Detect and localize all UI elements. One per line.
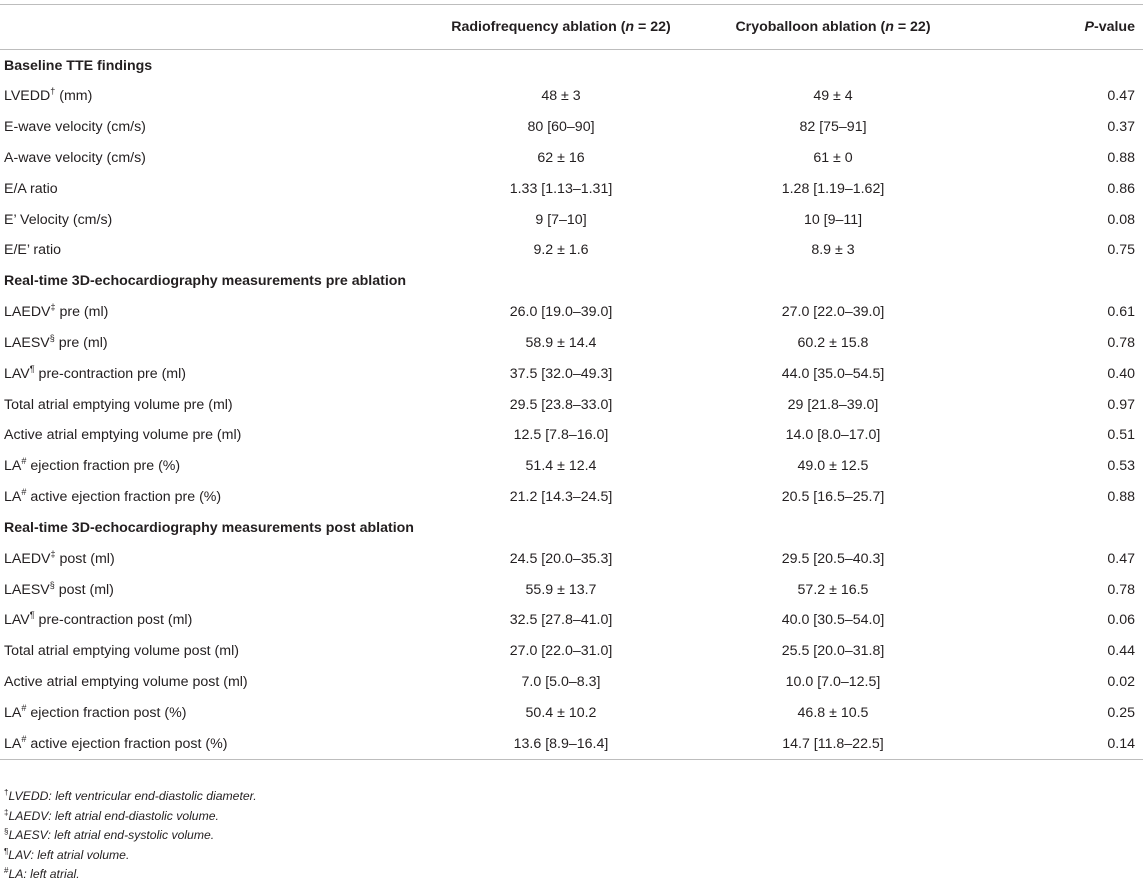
table-row xyxy=(0,697,1143,728)
row-label xyxy=(0,451,425,482)
row-label xyxy=(0,574,425,605)
p-value: 0.88 xyxy=(1107,488,1135,505)
table-row xyxy=(0,482,1143,513)
footnote-symbol: ‡ xyxy=(4,807,9,817)
table-row xyxy=(0,389,1143,420)
table-row xyxy=(0,636,1143,667)
p-value: 0.06 xyxy=(1107,612,1135,629)
cryoballoon-value: 29.5 [20.5–40.3] xyxy=(781,550,885,567)
footnote-marker: # xyxy=(21,486,27,497)
p-value: 0.47 xyxy=(1107,88,1135,105)
row-label xyxy=(0,173,425,204)
radiofrequency-value: 24.5 [20.0–35.3] xyxy=(509,550,613,567)
cryoballoon-value: 8.9 ± 3 xyxy=(811,242,855,259)
row-label xyxy=(0,482,425,513)
radiofrequency-value: 7.0 [5.0–8.3] xyxy=(521,673,601,690)
footnote-text: LAV: left atrial volume. xyxy=(8,847,130,862)
row-label-suffix: active ejection fraction pre (%) xyxy=(26,488,222,505)
row-label xyxy=(0,543,425,574)
row-label-text: A-wave velocity (cm/s) xyxy=(4,149,146,166)
footnote-text: LAEDV: left atrial end-diastolic volume. xyxy=(8,808,219,823)
footnote-marker: # xyxy=(21,733,27,744)
row-label-text: Total atrial emptying volume pre (ml) xyxy=(4,396,233,413)
section-header-row xyxy=(0,266,1143,297)
cryoballoon-value: 61 ± 0 xyxy=(813,149,853,166)
results-table xyxy=(0,4,1143,760)
p-value: 0.02 xyxy=(1107,673,1135,690)
row-label xyxy=(0,605,425,636)
section-title: Real-time 3D-echocardiography measurements post ablation xyxy=(4,519,414,536)
cryoballoon-value: 40.0 [30.5–54.0] xyxy=(781,612,885,629)
row-label xyxy=(0,728,425,759)
cryoballoon-value: 27.0 [22.0–39.0] xyxy=(781,304,885,321)
table-row xyxy=(0,112,1143,143)
table-row xyxy=(0,173,1143,204)
footnote-marker: † xyxy=(50,86,56,97)
footnotes xyxy=(4,787,257,885)
footnote-text: LAESV: left atrial end-systolic volume. xyxy=(8,828,215,843)
footnote-marker: ‡ xyxy=(50,548,56,559)
radiofrequency-value: 21.2 [14.3–24.5] xyxy=(509,488,613,505)
row-label xyxy=(0,81,425,112)
table-body xyxy=(0,50,1143,760)
row-label-text: LAESV xyxy=(4,581,50,598)
footnote xyxy=(4,826,257,846)
row-label-suffix: ejection fraction post (%) xyxy=(26,704,187,721)
footnote-marker: ¶ xyxy=(29,363,35,374)
row-label-text: LA xyxy=(4,735,22,752)
row-label-suffix: active ejection fraction post (%) xyxy=(26,735,228,752)
radiofrequency-value: 48 ± 3 xyxy=(541,88,581,105)
cryoballoon-value: 60.2 ± 15.8 xyxy=(797,334,869,351)
p-value: 0.37 xyxy=(1107,119,1135,136)
table-row xyxy=(0,204,1143,235)
table-row xyxy=(0,235,1143,266)
row-label xyxy=(0,328,425,359)
cryoballoon-value: 10.0 [7.0–12.5] xyxy=(785,673,881,690)
p-value: 0.08 xyxy=(1107,211,1135,228)
table-row xyxy=(0,297,1143,328)
footnote-marker: # xyxy=(21,456,27,467)
radiofrequency-value: 62 ± 16 xyxy=(537,149,585,166)
p-value: 0.25 xyxy=(1107,704,1135,721)
row-label-text: E-wave velocity (cm/s) xyxy=(4,119,146,136)
footnote xyxy=(4,787,257,807)
cryoballoon-value: 10 [9–11] xyxy=(803,211,863,228)
radiofrequency-value: 13.6 [8.9–16.4] xyxy=(425,728,697,759)
p-value: 0.97 xyxy=(1107,396,1135,413)
row-label xyxy=(0,112,425,143)
row-label-text: Total atrial emptying volume post (ml) xyxy=(4,643,239,660)
row-label-text: LAESV xyxy=(4,334,50,351)
p-value: 0.53 xyxy=(1107,458,1135,475)
row-label-text: Active atrial emptying volume pre (ml) xyxy=(4,427,242,444)
cryoballoon-value: 1.28 [1.19–1.62] xyxy=(781,180,885,197)
p-value: 0.75 xyxy=(1107,242,1135,259)
cryoballoon-value: 82 [75–91] xyxy=(799,119,867,136)
cryoballoon-value: 49 ± 4 xyxy=(813,88,853,105)
table-row xyxy=(0,605,1143,636)
table-row xyxy=(0,728,1143,759)
table-row xyxy=(0,328,1143,359)
row-label-text: LA xyxy=(4,488,22,505)
radiofrequency-value: 9.2 ± 1.6 xyxy=(533,242,589,259)
footnote xyxy=(4,807,257,827)
p-value: 0.78 xyxy=(1107,334,1135,351)
cryoballoon-value: 25.5 [20.0–31.8] xyxy=(781,643,885,660)
row-label xyxy=(0,143,425,174)
radiofrequency-value: 12.5 [7.8–16.0] xyxy=(513,427,609,444)
row-label-text: LAV xyxy=(4,365,30,382)
radiofrequency-value: 55.9 ± 13.7 xyxy=(525,581,597,598)
section-title: Real-time 3D-echocardiography measurements pre ablation xyxy=(4,273,407,290)
footnote-marker: § xyxy=(49,332,55,343)
p-value: 0.88 xyxy=(1107,149,1135,166)
cryoballoon-value: 44.0 [35.0–54.5] xyxy=(781,365,885,382)
table-header-row xyxy=(0,5,1143,50)
header-radiofrequency: Radiofrequency ablation (n = 22) xyxy=(425,5,697,50)
row-label-text: LVEDD xyxy=(4,88,51,105)
p-value: 0.78 xyxy=(1107,581,1135,598)
row-label xyxy=(0,358,425,389)
row-label-text: LA xyxy=(4,704,22,721)
cryoballoon-value: 14.7 [11.8–22.5] xyxy=(697,728,969,759)
row-label xyxy=(0,636,425,667)
radiofrequency-value: 58.9 ± 14.4 xyxy=(525,334,597,351)
p-value: 0.47 xyxy=(1107,550,1135,567)
row-label xyxy=(0,297,425,328)
section-header-row xyxy=(0,50,1143,82)
p-value: 0.61 xyxy=(1107,304,1135,321)
radiofrequency-value: 32.5 [27.8–41.0] xyxy=(509,612,613,629)
row-label xyxy=(0,697,425,728)
row-label-text: LA xyxy=(4,458,22,475)
row-label-text: E/A ratio xyxy=(4,180,58,197)
footnote-marker: ‡ xyxy=(50,302,56,313)
row-label xyxy=(0,420,425,451)
radiofrequency-value: 29.5 [23.8–33.0] xyxy=(509,396,613,413)
table-row xyxy=(0,143,1143,174)
table-row xyxy=(0,420,1143,451)
radiofrequency-value: 50.4 ± 10.2 xyxy=(525,704,597,721)
cryoballoon-value: 57.2 ± 16.5 xyxy=(797,581,869,598)
footnote-symbol: ¶ xyxy=(4,846,9,856)
p-value: 0.51 xyxy=(1107,427,1135,444)
header-p-value: P-value xyxy=(969,5,1143,50)
row-label-text: LAEDV xyxy=(4,304,51,321)
row-label-suffix: pre-contraction pre (ml) xyxy=(34,365,186,382)
row-label-text: LAV xyxy=(4,612,30,629)
row-label-suffix: pre-contraction post (ml) xyxy=(34,612,193,629)
cryoballoon-value: 20.5 [16.5–25.7] xyxy=(781,488,885,505)
table-row xyxy=(0,451,1143,482)
row-label-text: LAEDV xyxy=(4,550,51,567)
radiofrequency-value: 1.33 [1.13–1.31] xyxy=(509,180,613,197)
cryoballoon-value: 14.0 [8.0–17.0] xyxy=(785,427,881,444)
section-header-row xyxy=(0,512,1143,543)
row-label-suffix: (mm) xyxy=(55,88,93,105)
p-value: 0.44 xyxy=(1107,643,1135,660)
row-label-suffix: ejection fraction pre (%) xyxy=(26,458,181,475)
table-row xyxy=(0,574,1143,605)
footnote xyxy=(4,846,257,866)
radiofrequency-value: 27.0 [22.0–31.0] xyxy=(509,643,613,660)
footnote-text: LA: left atrial. xyxy=(8,867,80,882)
footnote-text: LVEDD: left ventricular end-diastolic diameter. xyxy=(8,789,257,803)
row-label-suffix: post (ml) xyxy=(54,581,114,598)
radiofrequency-value: 26.0 [19.0–39.0] xyxy=(509,304,613,321)
header-cryoballoon: Cryoballoon ablation (n = 22) xyxy=(697,5,969,50)
footnote-symbol: § xyxy=(4,827,9,837)
table-row xyxy=(0,81,1143,112)
p-value: 0.14 xyxy=(969,728,1143,759)
table-row xyxy=(0,667,1143,698)
p-value: 0.86 xyxy=(1107,180,1135,197)
radiofrequency-value: 51.4 ± 12.4 xyxy=(525,458,597,475)
row-label-suffix: post (ml) xyxy=(55,550,115,567)
p-value: 0.40 xyxy=(1107,365,1135,382)
row-label-text: E’ Velocity (cm/s) xyxy=(4,211,113,228)
radiofrequency-value: 9 [7–10] xyxy=(535,211,587,228)
table-row xyxy=(0,543,1143,574)
cryoballoon-value: 29 [21.8–39.0] xyxy=(787,396,879,413)
table-row xyxy=(0,358,1143,389)
footnote-symbol: † xyxy=(4,788,9,797)
row-label-text: Active atrial emptying volume post (ml) xyxy=(4,673,248,690)
footnote-marker: ¶ xyxy=(29,610,35,621)
footnote-marker: § xyxy=(49,579,55,590)
radiofrequency-value: 37.5 [32.0–49.3] xyxy=(509,365,613,382)
row-label-suffix: pre (ml) xyxy=(54,334,108,351)
footnote xyxy=(4,865,257,885)
section-title: Baseline TTE findings xyxy=(4,57,153,74)
row-label-suffix: pre (ml) xyxy=(55,304,109,321)
header-variable xyxy=(0,5,425,50)
cryoballoon-value: 49.0 ± 12.5 xyxy=(797,458,869,475)
row-label xyxy=(0,389,425,420)
footnote-marker: # xyxy=(21,702,27,713)
row-label xyxy=(0,204,425,235)
row-label-text: E/E’ ratio xyxy=(4,242,62,259)
footnote-symbol: # xyxy=(4,866,9,876)
row-label xyxy=(0,235,425,266)
row-label xyxy=(0,667,425,698)
radiofrequency-value: 80 [60–90] xyxy=(527,119,595,136)
cryoballoon-value: 46.8 ± 10.5 xyxy=(797,704,869,721)
